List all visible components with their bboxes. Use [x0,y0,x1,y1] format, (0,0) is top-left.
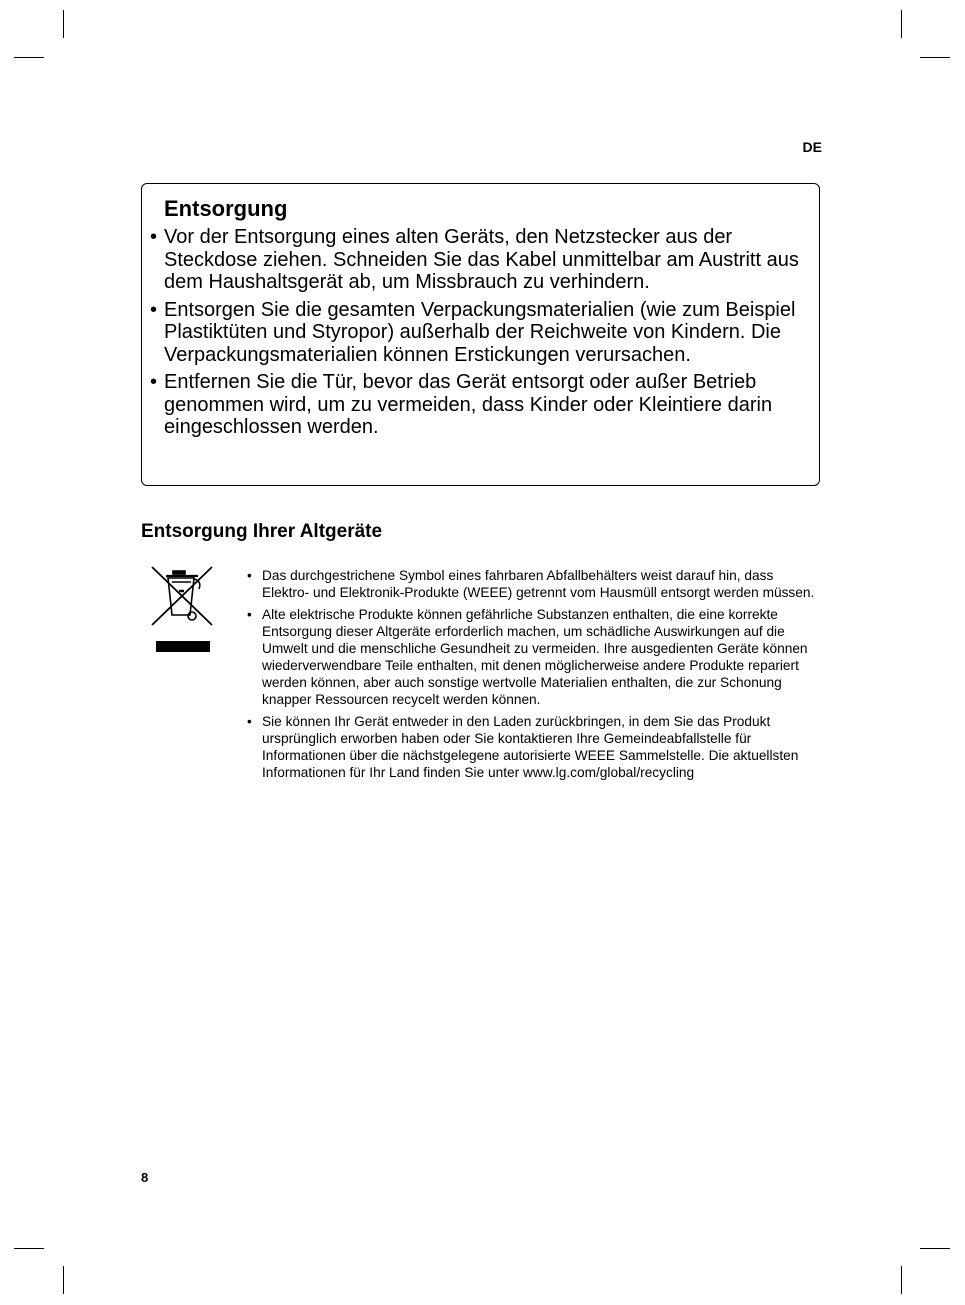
crop-mark [901,1266,902,1294]
crop-mark [63,10,64,38]
bullet-icon: • [150,298,158,321]
warning-item-text: Entsorgen Sie die gesamten Verpackungsmaterialien (wie zum Beispiel Plastiktüten und Styropor) außerhalb der Reichweite von Kindern. Die Verpackungsmaterialien können Erstickungen verursachen. [164,298,796,366]
disposal-info-list [247,567,822,786]
language-code: DE [802,139,822,155]
section-title: Entsorgung Ihrer Altgeräte [141,521,383,542]
bullet-icon: • [150,371,158,393]
warning-item [150,371,814,439]
crop-mark [63,1266,64,1294]
crop-mark [920,1248,950,1249]
warning-list [150,226,814,444]
crop-mark [920,57,950,58]
page-number: 8 [141,1170,149,1185]
warning-item [150,299,814,367]
bullet-icon: • [150,226,158,248]
crop-mark [14,57,44,58]
crossed-out-wheelie-bin-icon [150,565,214,655]
disposal-warning-box [141,183,820,486]
crop-mark [901,10,902,38]
warning-item-text: Entfernen Sie die Tür, bevor das Gerät entsorgt oder außer Betrieb genommen wird, um zu vermeiden, dass Kinder oder Kleintiere darin eingeschlossen werden. [164,371,773,438]
info-item: • Das durchgestrichene Symbol eines fahrbaren Abfallbehälters weist darauf hin, dass Elektro- und Elektronik-Produkte (WEEE) getrennt vom Hausmüll entsorgt werden müssen. [247,567,822,601]
warning-item-text: Vor der Entsorgung eines alten Geräts, den Netzstecker aus der Steckdose ziehen. Schneiden Sie das Kabel unmittelbar am Austritt aus dem Haushaltsgerät ab, um Missbrauch zu verhindern. [164,226,799,293]
warning-item [150,226,814,294]
info-item: • Sie können Ihr Gerät entweder in den Laden zurückbringen, in dem Sie das Produkt ursprünglich erworben haben oder Sie kontaktieren Ihre Gemeindeabfallstelle für Informationen über die nächstgelegene autorisierte WEEE Sammelstelle. Die aktuellsten Informationen für Ihr Land finden Sie unter www.lg.com/global/recycling [247,713,822,781]
info-item: • Alte elektrische Produkte können gefährliche Substanzen enthalten, die eine korrekte Entsorgung dieser Altgeräte erforderlich machen, um schädliche Auswirkungen auf die Umwelt und die menschliche Gesundheit zu vermeiden. Ihre ausgedienten Geräte können wiederverwendbare Teile enthalten, mit denen möglicherweise andere Produkte repariert werden können, aber auch sonstige wertvolle Materialien enthalten, die zur Schonung knapper Ressourcen recycelt werden können. [247,606,822,708]
warning-title: Entsorgung [164,196,288,221]
crop-mark [14,1248,44,1249]
